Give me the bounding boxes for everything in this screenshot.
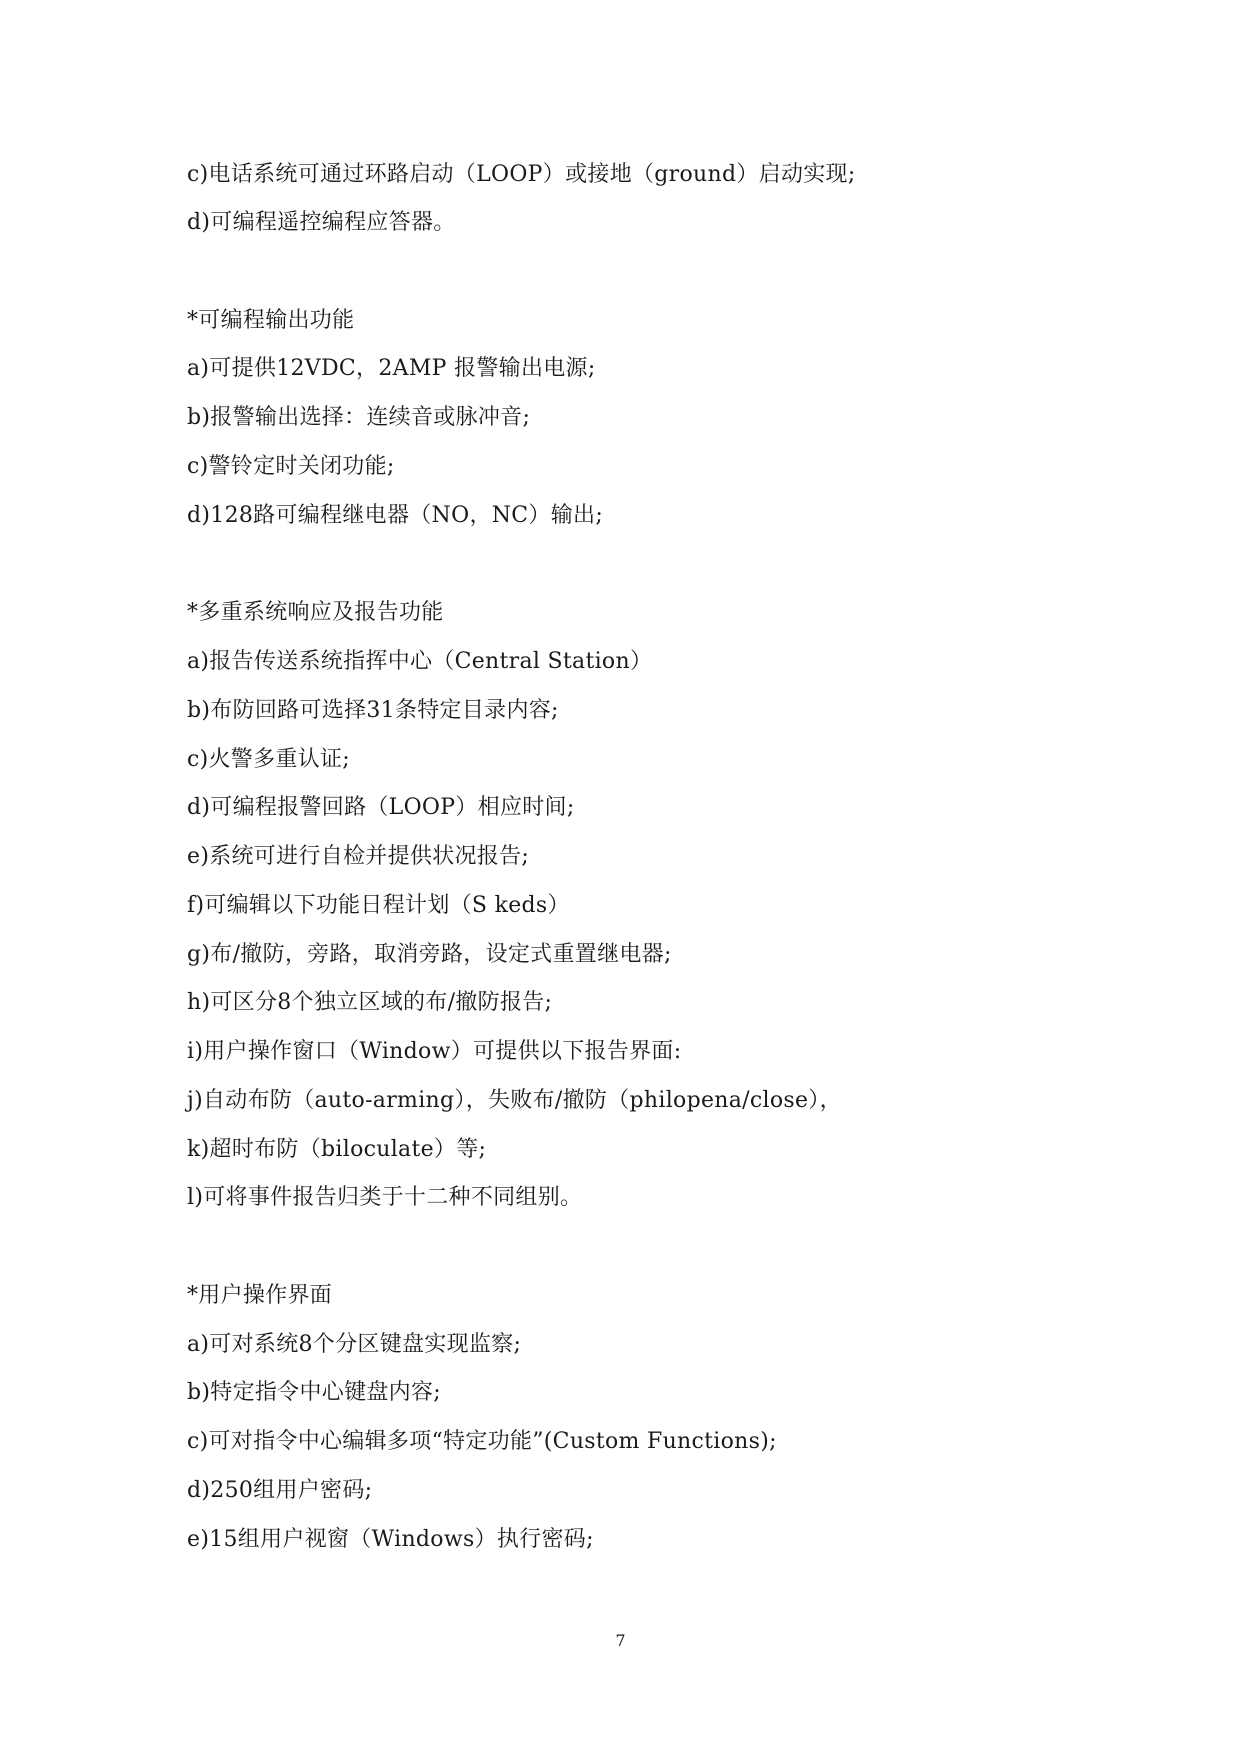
text-line: i)用户操作窗口（Window）可提供以下报告界面:: [187, 1039, 682, 1064]
section-heading: *多重系统响应及报告功能: [187, 600, 444, 625]
text-line: c)电话系统可通过环路启动（LOOP）或接地（ground）启动实现;: [187, 162, 856, 187]
text-line: c)可对指令中心编辑多项“特定功能”(Custom Functions);: [187, 1429, 777, 1454]
text-line: c)警铃定时关闭功能;: [187, 454, 395, 479]
text-line: a)报告传送系统指挥中心（Central Station）: [187, 649, 653, 674]
text-line: b)布防回路可选择31条特定目录内容;: [187, 698, 559, 723]
section-heading: *用户操作界面: [187, 1283, 333, 1308]
text-line: a)可提供12VDC，2AMP 报警输出电源;: [187, 356, 596, 381]
text-line: e)系统可进行自检并提供状况报告;: [187, 844, 530, 869]
text-line: k)超时布防（biloculate）等;: [187, 1137, 487, 1162]
text-line: d)128路可编程继电器（NO，NC）输出;: [187, 503, 604, 528]
text-line: b)特定指令中心键盘内容;: [187, 1380, 441, 1405]
text-line: g)布/撤防，旁路，取消旁路，设定式重置继电器;: [187, 942, 672, 967]
text-line: h)可区分8个独立区域的布/撤防报告;: [187, 990, 553, 1015]
text-line: d)可编程报警回路（LOOP）相应时间;: [187, 795, 575, 820]
section-heading: *可编程输出功能: [187, 308, 355, 333]
text-line: d)250组用户密码;: [187, 1478, 373, 1503]
text-line: b)报警输出选择：连续音或脉冲音;: [187, 405, 531, 430]
text-line: a)可对系统8个分区键盘实现监察;: [187, 1332, 522, 1357]
text-line: c)火警多重认证;: [187, 747, 351, 772]
text-line: j)自动布防（auto-arming），失败布/撤防（philopena/close），: [187, 1088, 842, 1113]
text-line: e)15组用户视窗（Windows）执行密码;: [187, 1527, 594, 1552]
text-line: f)可编辑以下功能日程计划（S keds）: [187, 893, 570, 918]
text-line: d)可编程遥控编程应答器。: [187, 210, 456, 235]
text-line: l)可将事件报告归类于十二种不同组别。: [187, 1185, 583, 1210]
page-number: 7: [615, 1631, 626, 1650]
